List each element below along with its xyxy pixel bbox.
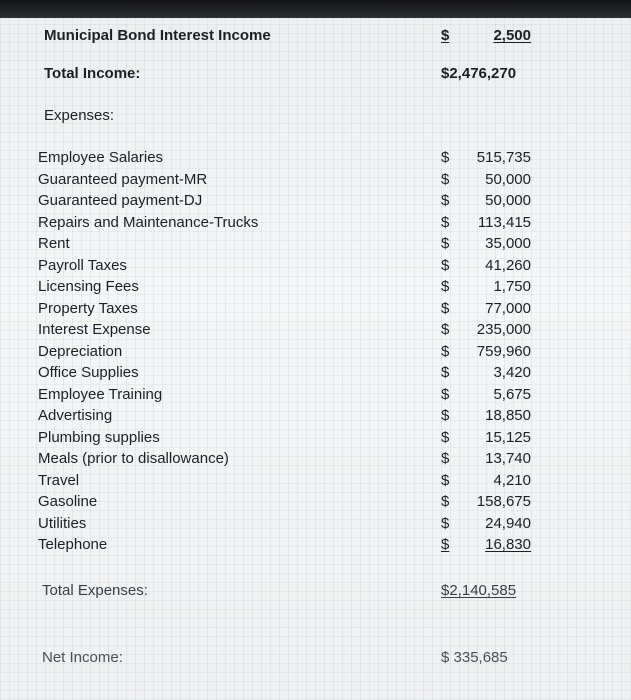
net-income-label: Net Income: <box>42 649 123 666</box>
expense-row <box>0 427 631 448</box>
expense-row <box>0 448 631 469</box>
expense-row <box>0 255 631 276</box>
expense-dollar: $ <box>441 278 450 295</box>
expense-row <box>0 233 631 254</box>
expense-label: Travel <box>38 471 80 489</box>
expense-amount: 113,415 <box>477 213 531 231</box>
expense-label: Meals (prior to disallowance) <box>38 450 229 467</box>
expense-amount: 235,000 <box>476 321 531 338</box>
muni-bond-row <box>0 25 631 46</box>
expense-label: Gasoline <box>38 493 98 510</box>
expense-row <box>0 169 631 190</box>
muni-bond-dollar: $ <box>441 27 450 44</box>
expense-label: Interest Expense <box>38 321 151 338</box>
expense-row <box>0 298 631 319</box>
expense-row <box>0 362 631 383</box>
muni-bond-amount: 2,500 <box>493 27 531 44</box>
expense-amount: 18,850 <box>485 407 531 424</box>
expense-label: Guaranteed payment-MR <box>38 170 208 188</box>
expense-amount: 759,960 <box>476 342 531 360</box>
net-income-amount: $ 335,685 <box>441 649 508 666</box>
expense-dollar: $ <box>441 192 450 209</box>
total-expenses-label: Total Expenses: <box>42 582 148 599</box>
expense-label: Utilities <box>38 514 87 532</box>
expense-label: Rent <box>38 235 70 252</box>
expense-dollar: $ <box>441 321 450 338</box>
expense-row <box>0 190 631 211</box>
expense-amount: 35,000 <box>485 235 531 252</box>
expense-dollar: $ <box>441 385 450 403</box>
expense-dollar: $ <box>441 213 450 231</box>
expense-dollar: $ <box>441 364 450 381</box>
total-income-amount: $2,476,270 <box>441 65 517 82</box>
expense-label: Repairs and Maintenance-Trucks <box>38 213 259 231</box>
expense-amount: 16,830 <box>485 536 531 553</box>
expense-dollar: $ <box>441 299 450 317</box>
expense-row <box>0 212 631 233</box>
expense-amount: 158,675 <box>476 493 531 510</box>
expense-dollar: $ <box>441 428 450 446</box>
expense-label: Depreciation <box>38 342 123 360</box>
expense-amount: 5,675 <box>493 385 531 403</box>
expense-amount: 77,000 <box>485 299 531 317</box>
expense-row <box>0 147 631 168</box>
expense-row <box>0 384 631 405</box>
expense-dollar: $ <box>441 149 450 166</box>
expense-label: Employee Training <box>38 385 163 403</box>
expense-row <box>0 341 631 362</box>
expense-label: Employee Salaries <box>38 149 164 166</box>
total-expenses-amount: $2,140,585 <box>441 582 517 599</box>
expense-row <box>0 276 631 297</box>
expense-row <box>0 319 631 340</box>
expense-amount: 3,420 <box>493 364 531 381</box>
total-expenses-row <box>0 580 631 601</box>
expense-amount: 4,210 <box>493 471 531 489</box>
expense-label: Payroll Taxes <box>38 256 127 274</box>
expense-amount: 50,000 <box>485 170 531 188</box>
expense-amount: 515,735 <box>476 149 531 166</box>
expense-label: Telephone <box>38 536 108 553</box>
expense-dollar: $ <box>441 514 450 532</box>
expenses-heading-row <box>0 105 631 126</box>
expense-row <box>0 513 631 534</box>
expense-amount: 50,000 <box>485 192 531 209</box>
spreadsheet <box>0 18 631 700</box>
muni-bond-label: Municipal Bond Interest Income <box>44 27 271 44</box>
expenses-heading: Expenses: <box>44 107 115 124</box>
expense-amount: 1,750 <box>493 278 531 295</box>
expense-dollar: $ <box>441 471 450 489</box>
expense-amount: 24,940 <box>485 514 531 532</box>
expense-label: Licensing Fees <box>38 278 139 295</box>
expense-dollar: $ <box>441 536 450 553</box>
expense-row <box>0 405 631 426</box>
expense-label: Guaranteed payment-DJ <box>38 192 203 209</box>
expense-amount: 13,740 <box>485 450 531 467</box>
expense-amount: 15,125 <box>485 428 531 446</box>
expense-label: Property Taxes <box>38 299 138 317</box>
total-income-label: Total Income: <box>44 65 141 82</box>
expense-dollar: $ <box>441 407 450 424</box>
expense-dollar: $ <box>441 170 450 188</box>
expense-dollar: $ <box>441 235 450 252</box>
expense-row <box>0 534 631 555</box>
expense-label: Plumbing supplies <box>38 428 160 446</box>
expense-dollar: $ <box>441 450 450 467</box>
expense-row <box>0 470 631 491</box>
expense-label: Office Supplies <box>38 364 139 381</box>
expense-dollar: $ <box>441 342 450 360</box>
net-income-row <box>0 647 631 668</box>
photo-top-edge <box>0 0 631 18</box>
expense-amount: 41,260 <box>485 256 531 274</box>
expense-label: Advertising <box>38 407 113 424</box>
total-income-row <box>0 63 631 84</box>
expense-dollar: $ <box>441 493 450 510</box>
expense-row <box>0 491 631 512</box>
expense-dollar: $ <box>441 256 450 274</box>
